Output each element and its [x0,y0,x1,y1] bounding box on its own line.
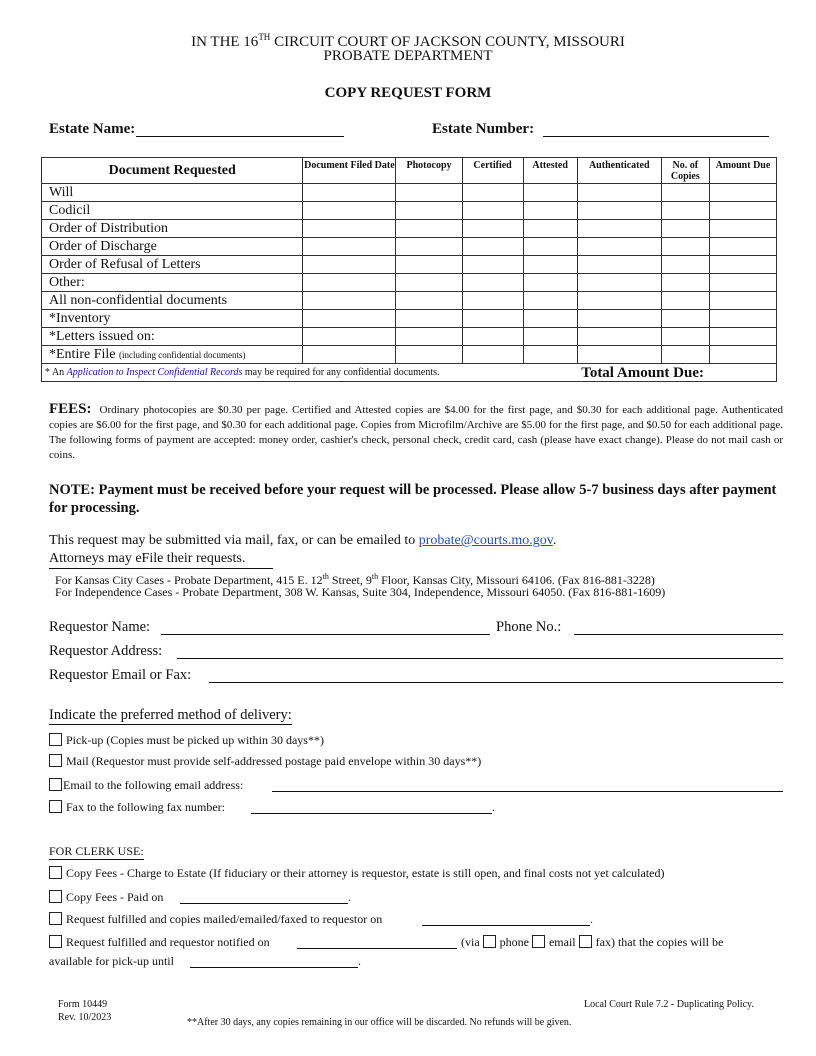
table-cell[interactable] [661,346,709,364]
clerk-heading: FOR CLERK USE: [49,844,144,858]
mail-checkbox[interactable] [49,754,62,767]
estate-name-label: Estate Name: [49,121,136,137]
col-filed-date: Document Filed Date [303,158,396,184]
table-cell[interactable] [661,310,709,328]
row-label: *Letters issued on: [42,328,303,346]
table-cell[interactable] [396,220,462,238]
col-document-requested: Document Requested [42,158,303,184]
table-cell[interactable] [462,220,523,238]
table-cell[interactable] [462,274,523,292]
available-until-field[interactable] [190,953,358,968]
form-revision: Rev. 10/2023 [58,1012,112,1023]
table-cell[interactable] [661,328,709,346]
table-cell[interactable] [709,274,776,292]
via-email-checkbox[interactable] [532,935,545,948]
table-cell[interactable] [303,292,396,310]
row-label: *Inventory [42,310,303,328]
phone-field[interactable] [574,620,783,635]
row-label: Other: [42,274,303,292]
table-cell[interactable] [577,256,661,274]
row-label: Order of Discharge [42,238,303,256]
notified-checkbox[interactable] [49,935,62,948]
table-cell[interactable] [303,238,396,256]
table-cell[interactable] [523,202,577,220]
table-cell[interactable] [303,184,396,202]
table-cell[interactable] [396,328,462,346]
estate-number-label: Estate Number: [432,121,535,137]
table-cell[interactable] [462,346,523,364]
table-cell[interactable] [523,220,577,238]
table-cell[interactable] [462,202,523,220]
table-cell[interactable] [523,346,577,364]
efile-line: Attorneys may eFile their requests. [49,550,273,569]
table-cell[interactable] [396,310,462,328]
col-amount-due: Amount Due [709,158,776,184]
table-cell[interactable] [709,220,776,238]
table-cell[interactable] [661,256,709,274]
table-cell[interactable] [396,292,462,310]
document-table [41,157,777,382]
delivery-mail: Mail (Requestor must provide self-addressed postage paid envelope within 30 days**) [49,753,481,769]
table-cell[interactable] [709,238,776,256]
table-cell[interactable] [577,292,661,310]
table-row [42,256,777,274]
table-cell[interactable] [661,238,709,256]
available-period: . [358,954,361,968]
confidential-footnote: * An Application to Inspect Confidential Records may be required for any confidential documents. [42,364,578,382]
table-row [42,238,777,256]
clerk-notified: Request fulfilled and requestor notified on [49,934,270,950]
table-cell[interactable] [577,310,661,328]
kansas-city-address: For Kansas City Cases - Probate Department, 415 E. 12th Street, 9th Floor, Kansas City, Missouri 64106. (Fax 816-881-3228) [55,572,655,587]
table-row [42,274,777,292]
table-cell[interactable] [523,292,577,310]
paid-on-date-field[interactable] [180,889,348,904]
fulfilled-mailed-checkbox[interactable] [49,912,62,925]
estate-number-field[interactable] [543,122,769,137]
table-cell[interactable] [303,346,396,364]
via-phone-checkbox[interactable] [483,935,496,948]
col-photocopy: Photocopy [396,158,462,184]
department-title: PROBATE DEPARTMENT [323,48,493,64]
table-cell[interactable] [303,274,396,292]
table-cell[interactable] [303,310,396,328]
row-label: Order of Distribution [42,220,303,238]
fax-period: . [492,800,495,814]
charge-to-estate-checkbox[interactable] [49,866,62,879]
table-cell[interactable] [661,220,709,238]
table-cell[interactable] [577,202,661,220]
table-cell[interactable] [709,256,776,274]
table-cell[interactable] [523,238,577,256]
form-title: COPY REQUEST FORM [324,85,492,101]
row-label: Codicil [42,202,303,220]
table-cell[interactable] [396,346,462,364]
table-cell[interactable] [303,202,396,220]
via-fax-checkbox[interactable] [579,935,592,948]
table-cell[interactable] [709,310,776,328]
table-cell[interactable] [661,274,709,292]
table-cell[interactable] [396,238,462,256]
table-cell[interactable] [523,256,577,274]
notified-via: (via phone email fax) that the copies will be [461,935,724,949]
entire-file-note: (including confidential documents) [119,349,246,360]
discard-note: **After 30 days, any copies remaining in our office will be discarded. No refunds will be given. [187,1017,572,1028]
table-cell[interactable] [396,256,462,274]
table-row [42,328,777,346]
fees-label: FEES: [49,401,92,417]
table-cell[interactable] [661,202,709,220]
court-rule: Local Court Rule 7.2 - Duplicating Policy. [584,999,754,1010]
table-cell[interactable] [577,184,661,202]
table-cell[interactable] [709,292,776,310]
table-cell[interactable] [396,184,462,202]
court-title-suffix: TH [258,32,271,42]
row-label: Will [42,184,303,202]
table-cell[interactable] [577,220,661,238]
requestor-address-label: Requestor Address: [49,643,163,659]
form-number: Form 10449 [58,999,108,1010]
delivery-pickup: Pick-up (Copies must be picked up within 30 days**) [49,732,324,748]
pickup-checkbox[interactable] [49,733,62,746]
delivery-email: Email to the following email address: [49,777,243,793]
table-header-row [42,158,777,184]
table-cell[interactable] [709,346,776,364]
clerk-fulfilled-mailed: Request fulfilled and copies mailed/emailed/faxed to requestor on [49,911,382,927]
col-attested: Attested [523,158,577,184]
table-row [42,220,777,238]
table-cell[interactable] [303,220,396,238]
table-cell[interactable] [577,238,661,256]
row-label: Order of Refusal of Letters [42,256,303,274]
table-cell[interactable] [709,184,776,202]
clerk-charge-to-estate: Copy Fees - Charge to Estate (If fiduciary or their attorney is requestor, estate is still open, and final costs not yet calculated) [49,865,664,881]
probate-email-link[interactable]: probate@courts.mo.gov [418,533,553,548]
table-cell[interactable] [303,328,396,346]
table-cell[interactable] [709,202,776,220]
table-row [42,310,777,328]
table-cell[interactable] [661,292,709,310]
confidential-records-link[interactable]: Application to Inspect Confidential Records [66,366,243,378]
notified-date-field[interactable] [297,934,457,949]
row-label: *Entire File (including confidential documents) [42,346,303,364]
table-cell[interactable] [523,184,577,202]
table-cell[interactable] [303,256,396,274]
table-cell[interactable] [462,184,523,202]
delivery-fax-field[interactable] [251,799,492,814]
table-cell[interactable] [462,328,523,346]
table-cell[interactable] [462,256,523,274]
table-cell[interactable] [396,202,462,220]
table-row [42,184,777,202]
requestor-email-fax-field[interactable] [209,668,783,683]
col-certified: Certified [462,158,523,184]
table-cell[interactable] [462,292,523,310]
paid-on-period: . [348,890,351,904]
submission-line: This request may be submitted via mail, fax, or can be emailed to probate@courts.mo.gov. [49,533,557,548]
court-title: IN THE 16TH CIRCUIT COURT OF JACKSON COUNTY, MISSOURI [191,32,625,50]
table-row [42,346,777,364]
available-pickup-label: available for pick-up until [49,954,174,968]
table-cell[interactable] [709,328,776,346]
paid-on-checkbox[interactable] [49,890,62,903]
table-cell[interactable] [523,328,577,346]
fax-checkbox[interactable] [49,800,62,813]
estate-name-field[interactable] [136,122,344,137]
fulfilled-mailed-period: . [590,912,593,926]
requestor-name-label: Requestor Name: [49,619,151,635]
table-footer-row [42,364,777,382]
email-checkbox[interactable] [49,778,62,791]
table-cell[interactable] [396,274,462,292]
delivery-fax: Fax to the following fax number: [49,799,225,815]
delivery-email-field[interactable] [272,777,783,792]
fees-paragraph: FEES: Ordinary photocopies are $0.30 per page. Certified and Attested copies are $4.00 for the first page, and $0.30 for each additional page. Authenticated copies are $6.00 for the first page, and $0.30 for each additional page. Copies from Microfilm/Archive are $5.00 for the first page, and $0.50 for each additional page. The following forms of payment are accepted: money order, cashier's check, personal check, credit card, cash (please have exact change). Please do not mail cash or coins. [49,401,783,461]
table-cell[interactable] [661,184,709,202]
requestor-email-fax-label: Requestor Email or Fax: [49,667,192,683]
table-cell[interactable] [577,328,661,346]
col-no-of-copies: No. of Copies [661,158,709,184]
phone-label: Phone No.: [496,619,562,635]
requestor-address-field[interactable] [177,644,783,659]
table-cell[interactable] [462,238,523,256]
fulfilled-mailed-date-field[interactable] [422,911,590,926]
independence-address: For Independence Cases - Probate Department, 308 W. Kansas, Suite 304, Independence, Missouri 64050. (Fax 816-881-1609) [55,585,666,599]
total-amount-due-label: Total Amount Due: [577,364,776,382]
table-cell[interactable] [523,274,577,292]
row-label: All non-confidential documents [42,292,303,310]
clerk-paid-on: Copy Fees - Paid on [49,889,163,905]
col-authenticated: Authenticated [577,158,661,184]
requestor-name-field[interactable] [161,620,490,635]
table-cell[interactable] [462,310,523,328]
table-cell[interactable] [577,274,661,292]
table-row [42,202,777,220]
table-row [42,292,777,310]
payment-note: NOTE: Payment must be received before your request will be processed. Please allow 5-7 business days after payment for processing. [49,482,777,516]
table-cell[interactable] [577,346,661,364]
delivery-heading: Indicate the preferred method of delivery: [49,707,292,723]
table-cell[interactable] [523,310,577,328]
